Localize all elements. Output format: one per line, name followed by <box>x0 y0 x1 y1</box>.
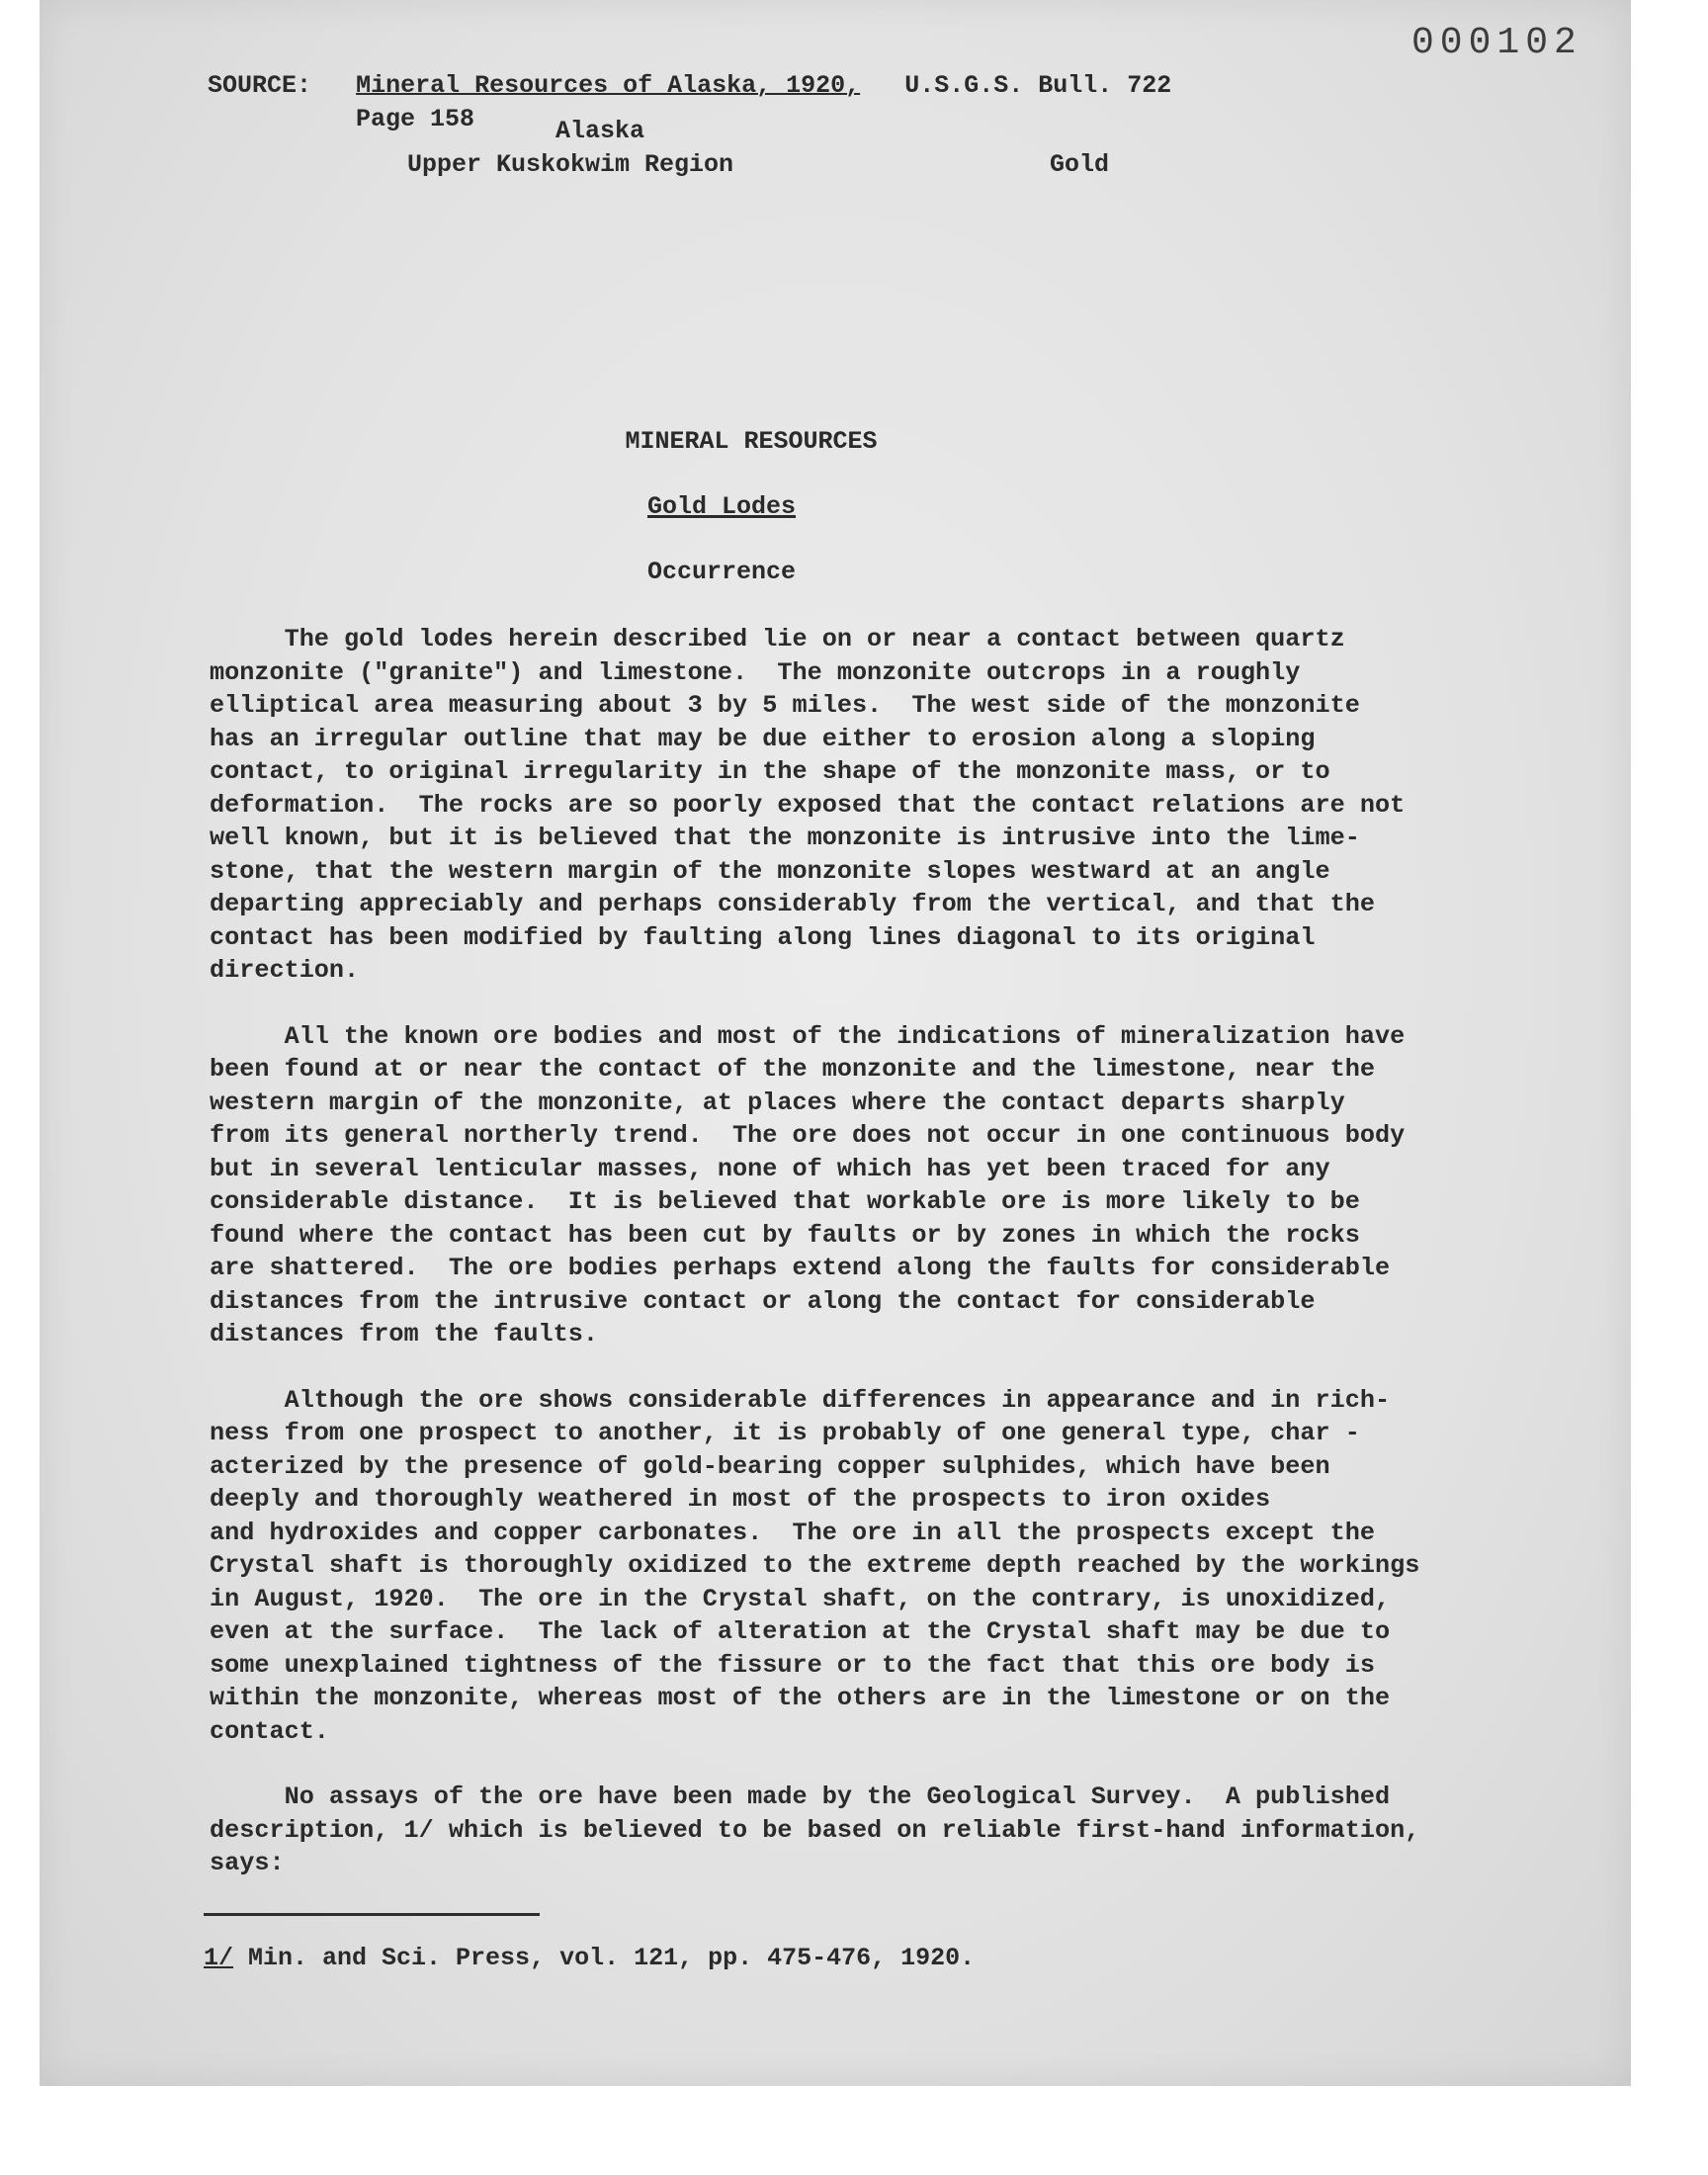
text-line: within the monzonite, whereas most of the others are in the limestone or on the <box>210 1684 1391 1712</box>
document-number: 000102 <box>1411 22 1582 64</box>
text-line: elliptical area measuring about 3 by 5 miles. The west side of the monzonite <box>210 691 1360 720</box>
text-line: distances from the intrusive contact or along the contact for considerable <box>210 1286 1316 1316</box>
text-line: and hydroxides and copper carbonates. The ore in all the prospects except the <box>210 1518 1375 1547</box>
text-line: contact has been modified by faulting along lines diagonal to its original <box>210 922 1316 952</box>
text-line: monzonite ("granite") and limestone. The monzonite outcrops in a roughly <box>210 657 1301 687</box>
text-line: are shattered. The ore bodies perhaps extend along the faults for considerable <box>210 1254 1391 1282</box>
paragraph-2 <box>210 1020 1544 1351</box>
source-bulletin: U.S.G.S. Bull. 722 <box>904 71 1172 100</box>
text-line: ness from one prospect to another, it is probably of one general type, char - <box>210 1419 1360 1447</box>
text-line: acterized by the presence of gold-bearing copper sulphides, which have been <box>210 1451 1330 1481</box>
source-title: Mineral Resources of Alaska, 1920, <box>356 71 861 100</box>
text-line: some unexplained tightness of the fissure or to the fact that this ore body is <box>210 1650 1375 1680</box>
source-label: SOURCE: <box>208 71 312 100</box>
text-line: Although the ore shows considerable differences in appearance and in rich- <box>210 1385 1391 1415</box>
page-reference: Page 158 <box>356 105 475 133</box>
commodity-label: Gold <box>1050 150 1110 179</box>
text-line: from its general northerly trend. The ore does not occur in one continuous body <box>210 1121 1406 1150</box>
text-line: considerable distance. It is believed that workable ore is more likely to be <box>210 1187 1360 1216</box>
footnote-text: Min. and Sci. Press, vol. 121, pp. 475-476, 1920. <box>233 1944 976 1972</box>
text-line: in August, 1920. The ore in the Crystal shaft, on the contrary, is unoxidized, <box>210 1584 1391 1613</box>
text-line: but in several lenticular masses, none of which has yet been traced for any <box>210 1154 1330 1183</box>
state-label: Alaska <box>555 117 645 145</box>
text-line: departing appreciably and perhaps considerably from the vertical, and that the <box>210 890 1375 918</box>
paragraph-4 <box>210 1781 1544 1880</box>
text-line: stone, that the western margin of the monzonite slopes westward at an angle <box>210 856 1330 886</box>
text-line: No assays of the ore have been made by the Geological Survey. A published <box>210 1783 1391 1811</box>
text-line: All the known ore bodies and most of the indications of mineralization have <box>210 1021 1406 1051</box>
footnote-mark: 1/ <box>204 1944 234 1972</box>
region-label: Upper Kuskokwim Region <box>407 150 734 179</box>
body-text <box>210 623 1544 1913</box>
text-line: western margin of the monzonite, at places where the contact departs sharply <box>210 1088 1345 1117</box>
section-heading: MINERAL RESOURCES <box>625 427 878 456</box>
text-line: says: <box>210 1849 285 1877</box>
paragraph-1 <box>210 623 1544 988</box>
text-line: contact. <box>210 1716 329 1746</box>
paragraph-3 <box>210 1384 1544 1749</box>
text-line: direction. <box>210 956 360 985</box>
subsection-heading <box>0 492 1443 521</box>
subsection-heading-text: Gold Lodes <box>646 492 797 521</box>
text-line: contact, to original irregularity in the shape of the monzonite mass, or to <box>210 757 1330 786</box>
text-line: distances from the faults. <box>210 1320 598 1348</box>
text-line: has an irregular outline that may be due either to erosion along a sloping <box>210 724 1316 753</box>
topic-heading: Occurrence <box>646 558 797 586</box>
text-line: deeply and thoroughly weathered in most of the prospects to iron oxides <box>210 1485 1271 1514</box>
text-line: Crystal shaft is thoroughly oxidized to the extreme depth reached by the workings <box>210 1551 1420 1580</box>
text-line: been found at or near the contact of the monzonite and the limestone, near the <box>210 1055 1375 1084</box>
footnote <box>204 1944 975 1972</box>
text-line: The gold lodes herein described lie on or near a contact between quartz <box>210 625 1345 653</box>
text-line: description, 1/ which is believed to be based on reliable first-hand information, <box>210 1815 1420 1845</box>
text-line: found where the contact has been cut by faults or by zones in which the rocks <box>210 1220 1360 1250</box>
text-line: even at the surface. The lack of alteration at the Crystal shaft may be due to <box>210 1617 1391 1646</box>
text-line: deformation. The rocks are so poorly exposed that the contact relations are not <box>210 790 1406 820</box>
text-line: well known, but it is believed that the monzonite is intrusive into the lime- <box>210 824 1360 852</box>
source-line <box>208 71 1171 100</box>
footnote-rule <box>204 1913 540 1916</box>
